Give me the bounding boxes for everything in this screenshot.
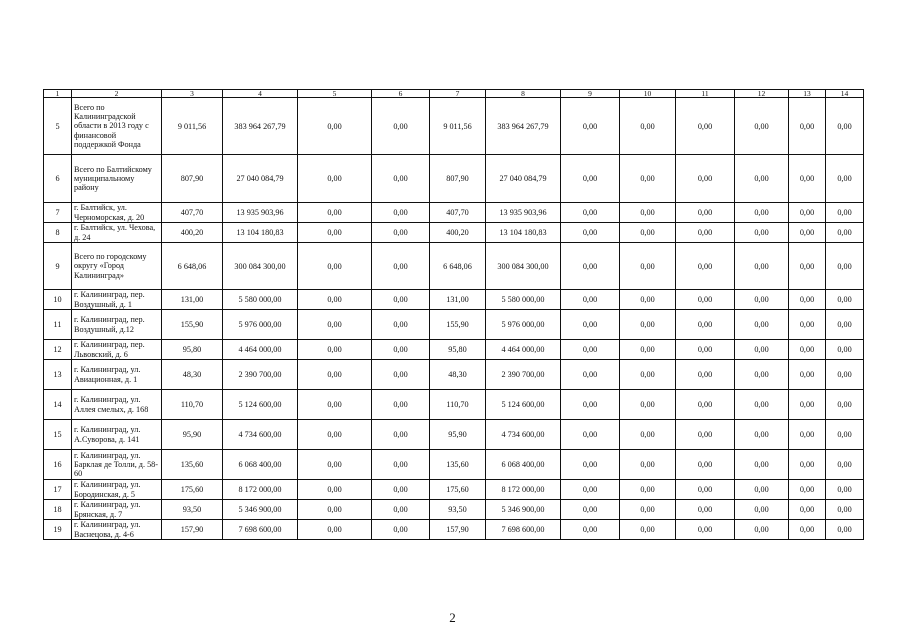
- value-cell: 0,00: [620, 203, 676, 223]
- column-header: 3: [162, 90, 223, 98]
- value-cell: 0,00: [561, 203, 620, 223]
- value-cell: 8 172 000,00: [486, 480, 561, 500]
- table-row: [44, 310, 864, 340]
- object-name-cell: г. Калининград, ул. Васнецова, д. 4-6: [72, 520, 162, 540]
- value-cell: 0,00: [735, 420, 789, 450]
- value-cell: 0,00: [826, 290, 864, 310]
- column-header: 12: [735, 90, 789, 98]
- value-cell: 5 976 000,00: [486, 310, 561, 340]
- value-cell: 5 580 000,00: [486, 290, 561, 310]
- object-name-cell: г. Калининград, ул. Аллея смелых, д. 168: [72, 390, 162, 420]
- value-cell: 135,60: [430, 450, 486, 480]
- column-header: 7: [430, 90, 486, 98]
- value-cell: 0,00: [620, 223, 676, 243]
- value-cell: 7 698 600,00: [486, 520, 561, 540]
- value-cell: 0,00: [676, 390, 735, 420]
- column-header: 8: [486, 90, 561, 98]
- row-number-cell: 8: [44, 223, 72, 243]
- value-cell: 0,00: [298, 155, 372, 203]
- value-cell: 0,00: [826, 203, 864, 223]
- value-cell: 0,00: [372, 340, 430, 360]
- object-name-cell: г. Калининград, ул. Барклая де Толли, д. 58-60: [72, 450, 162, 480]
- value-cell: 0,00: [561, 390, 620, 420]
- value-cell: 95,90: [430, 420, 486, 450]
- value-cell: 0,00: [789, 480, 826, 500]
- value-cell: 175,60: [430, 480, 486, 500]
- object-name-cell: Всего по Калининградской области в 2013 году с финансовой поддержкой Фонда: [72, 98, 162, 155]
- value-cell: 0,00: [372, 223, 430, 243]
- value-cell: 0,00: [789, 290, 826, 310]
- value-cell: 13 935 903,96: [223, 203, 298, 223]
- table-row: [44, 155, 864, 203]
- value-cell: 0,00: [826, 155, 864, 203]
- object-name-cell: г. Калининград, пер. Львовский, д. 6: [72, 340, 162, 360]
- value-cell: 0,00: [620, 290, 676, 310]
- value-cell: 0,00: [298, 243, 372, 290]
- value-cell: 0,00: [298, 223, 372, 243]
- value-cell: 0,00: [676, 500, 735, 520]
- value-cell: 0,00: [676, 203, 735, 223]
- value-cell: 0,00: [676, 480, 735, 500]
- object-name-cell: Всего по городскому округу «Город Калининград»: [72, 243, 162, 290]
- value-cell: 0,00: [826, 243, 864, 290]
- value-cell: 0,00: [620, 155, 676, 203]
- value-cell: 383 964 267,79: [223, 98, 298, 155]
- value-cell: 131,00: [430, 290, 486, 310]
- object-name-cell: г. Калининград, ул. Бородинская, д. 5: [72, 480, 162, 500]
- value-cell: 0,00: [372, 450, 430, 480]
- row-number-cell: 18: [44, 500, 72, 520]
- value-cell: 0,00: [620, 450, 676, 480]
- value-cell: 0,00: [735, 290, 789, 310]
- value-cell: 400,20: [430, 223, 486, 243]
- value-cell: 0,00: [561, 290, 620, 310]
- value-cell: 0,00: [789, 360, 826, 390]
- value-cell: 0,00: [789, 520, 826, 540]
- value-cell: 0,00: [789, 310, 826, 340]
- row-number-cell: 12: [44, 340, 72, 360]
- value-cell: 0,00: [372, 420, 430, 450]
- value-cell: 0,00: [789, 420, 826, 450]
- value-cell: 13 935 903,96: [486, 203, 561, 223]
- value-cell: 0,00: [561, 520, 620, 540]
- value-cell: 0,00: [735, 98, 789, 155]
- value-cell: 0,00: [826, 420, 864, 450]
- value-cell: 0,00: [372, 310, 430, 340]
- value-cell: 807,90: [162, 155, 223, 203]
- table-row: [44, 390, 864, 420]
- object-name-cell: г. Калининград, пер. Воздушный, д. 1: [72, 290, 162, 310]
- value-cell: 0,00: [735, 203, 789, 223]
- row-number-cell: 17: [44, 480, 72, 500]
- value-cell: 0,00: [561, 360, 620, 390]
- column-header: 14: [826, 90, 864, 98]
- value-cell: 0,00: [298, 290, 372, 310]
- value-cell: 407,70: [162, 203, 223, 223]
- value-cell: 0,00: [298, 420, 372, 450]
- value-cell: 27 040 084,79: [486, 155, 561, 203]
- table-row: [44, 223, 864, 243]
- value-cell: 131,00: [162, 290, 223, 310]
- value-cell: 0,00: [372, 155, 430, 203]
- value-cell: 0,00: [298, 203, 372, 223]
- column-header: 1: [44, 90, 72, 98]
- row-number-cell: 19: [44, 520, 72, 540]
- value-cell: 0,00: [372, 290, 430, 310]
- value-cell: 0,00: [620, 390, 676, 420]
- value-cell: 0,00: [620, 340, 676, 360]
- value-cell: 0,00: [826, 450, 864, 480]
- value-cell: 0,00: [826, 520, 864, 540]
- value-cell: 0,00: [561, 243, 620, 290]
- value-cell: 0,00: [789, 450, 826, 480]
- object-name-cell: г. Калининград, ул. Авиационная, д. 1: [72, 360, 162, 390]
- value-cell: 0,00: [620, 500, 676, 520]
- object-name-cell: Всего по Балтийскому муниципальному району: [72, 155, 162, 203]
- value-cell: 0,00: [735, 155, 789, 203]
- value-cell: 0,00: [789, 243, 826, 290]
- value-cell: 0,00: [561, 155, 620, 203]
- value-cell: 0,00: [620, 480, 676, 500]
- value-cell: 13 104 180,83: [223, 223, 298, 243]
- table-row: [44, 420, 864, 450]
- row-number-cell: 14: [44, 390, 72, 420]
- object-name-cell: г. Балтийск, ул. Черноморская, д. 20: [72, 203, 162, 223]
- value-cell: 0,00: [372, 390, 430, 420]
- value-cell: 0,00: [298, 450, 372, 480]
- column-header: 10: [620, 90, 676, 98]
- table-row: [44, 480, 864, 500]
- value-cell: 110,70: [162, 390, 223, 420]
- value-cell: 8 172 000,00: [223, 480, 298, 500]
- value-cell: 0,00: [561, 98, 620, 155]
- value-cell: 95,80: [162, 340, 223, 360]
- value-cell: 93,50: [430, 500, 486, 520]
- value-cell: 0,00: [676, 310, 735, 340]
- row-number-cell: 7: [44, 203, 72, 223]
- value-cell: 400,20: [162, 223, 223, 243]
- value-cell: 0,00: [561, 223, 620, 243]
- value-cell: 110,70: [430, 390, 486, 420]
- value-cell: 6 068 400,00: [223, 450, 298, 480]
- table-body: [44, 90, 864, 540]
- value-cell: 95,90: [162, 420, 223, 450]
- value-cell: 0,00: [298, 520, 372, 540]
- value-cell: 5 580 000,00: [223, 290, 298, 310]
- table-row: [44, 243, 864, 290]
- value-cell: 407,70: [430, 203, 486, 223]
- value-cell: 155,90: [430, 310, 486, 340]
- table-row: [44, 290, 864, 310]
- value-cell: 2 390 700,00: [486, 360, 561, 390]
- value-cell: 4 464 000,00: [223, 340, 298, 360]
- value-cell: 0,00: [372, 520, 430, 540]
- value-cell: 300 084 300,00: [486, 243, 561, 290]
- column-header: 9: [561, 90, 620, 98]
- value-cell: 5 976 000,00: [223, 310, 298, 340]
- value-cell: 6 648,06: [430, 243, 486, 290]
- value-cell: 0,00: [826, 310, 864, 340]
- value-cell: 6 648,06: [162, 243, 223, 290]
- value-cell: 175,60: [162, 480, 223, 500]
- value-cell: 0,00: [735, 390, 789, 420]
- value-cell: 157,90: [430, 520, 486, 540]
- value-cell: 2 390 700,00: [223, 360, 298, 390]
- value-cell: 95,80: [430, 340, 486, 360]
- table-row: [44, 360, 864, 390]
- value-cell: 0,00: [561, 450, 620, 480]
- value-cell: 0,00: [676, 155, 735, 203]
- row-number-cell: 16: [44, 450, 72, 480]
- value-cell: 0,00: [735, 500, 789, 520]
- value-cell: 0,00: [735, 360, 789, 390]
- value-cell: 0,00: [826, 360, 864, 390]
- value-cell: 4 734 600,00: [223, 420, 298, 450]
- value-cell: 0,00: [789, 155, 826, 203]
- value-cell: 0,00: [620, 520, 676, 540]
- value-cell: 300 084 300,00: [223, 243, 298, 290]
- value-cell: 0,00: [789, 223, 826, 243]
- value-cell: 5 124 600,00: [223, 390, 298, 420]
- value-cell: 0,00: [676, 223, 735, 243]
- value-cell: 5 346 900,00: [486, 500, 561, 520]
- value-cell: 5 124 600,00: [486, 390, 561, 420]
- value-cell: 0,00: [372, 480, 430, 500]
- value-cell: 0,00: [372, 500, 430, 520]
- value-cell: 0,00: [789, 98, 826, 155]
- value-cell: 0,00: [298, 360, 372, 390]
- object-name-cell: г. Балтийск, ул. Чехова, д. 24: [72, 223, 162, 243]
- value-cell: 0,00: [735, 310, 789, 340]
- object-name-cell: г. Калининград, ул. Брянская, д. 7: [72, 500, 162, 520]
- value-cell: 0,00: [372, 203, 430, 223]
- value-cell: 93,50: [162, 500, 223, 520]
- table-row: [44, 340, 864, 360]
- value-cell: 0,00: [620, 420, 676, 450]
- value-cell: 0,00: [826, 390, 864, 420]
- value-cell: 0,00: [735, 243, 789, 290]
- value-cell: 9 011,56: [162, 98, 223, 155]
- value-cell: 0,00: [620, 243, 676, 290]
- value-cell: 0,00: [298, 310, 372, 340]
- value-cell: 0,00: [735, 520, 789, 540]
- value-cell: 7 698 600,00: [223, 520, 298, 540]
- column-header: 5: [298, 90, 372, 98]
- value-cell: 0,00: [372, 360, 430, 390]
- value-cell: 0,00: [826, 340, 864, 360]
- value-cell: 0,00: [561, 500, 620, 520]
- value-cell: 0,00: [789, 390, 826, 420]
- value-cell: 13 104 180,83: [486, 223, 561, 243]
- value-cell: 0,00: [789, 500, 826, 520]
- value-cell: 0,00: [789, 340, 826, 360]
- value-cell: 0,00: [735, 480, 789, 500]
- value-cell: 0,00: [676, 98, 735, 155]
- row-number-cell: 15: [44, 420, 72, 450]
- value-cell: 0,00: [298, 390, 372, 420]
- value-cell: 0,00: [298, 480, 372, 500]
- row-number-cell: 6: [44, 155, 72, 203]
- value-cell: 0,00: [826, 98, 864, 155]
- value-cell: 0,00: [620, 310, 676, 340]
- value-cell: 9 011,56: [430, 98, 486, 155]
- object-name-cell: г. Калининград, пер. Воздушный, д.12: [72, 310, 162, 340]
- value-cell: 155,90: [162, 310, 223, 340]
- value-cell: 0,00: [561, 340, 620, 360]
- column-header: 2: [72, 90, 162, 98]
- table-row: [44, 98, 864, 155]
- value-cell: 0,00: [298, 98, 372, 155]
- value-cell: 0,00: [561, 310, 620, 340]
- value-cell: 0,00: [372, 243, 430, 290]
- value-cell: 0,00: [735, 340, 789, 360]
- value-cell: 157,90: [162, 520, 223, 540]
- value-cell: 0,00: [676, 450, 735, 480]
- value-cell: 0,00: [826, 500, 864, 520]
- row-number-cell: 9: [44, 243, 72, 290]
- value-cell: 48,30: [430, 360, 486, 390]
- column-header: 4: [223, 90, 298, 98]
- document-table: [43, 89, 864, 540]
- value-cell: 0,00: [298, 500, 372, 520]
- value-cell: 0,00: [676, 340, 735, 360]
- value-cell: 0,00: [735, 223, 789, 243]
- value-cell: 0,00: [826, 223, 864, 243]
- value-cell: 0,00: [620, 98, 676, 155]
- column-header: 13: [789, 90, 826, 98]
- value-cell: 4 734 600,00: [486, 420, 561, 450]
- value-cell: 0,00: [789, 203, 826, 223]
- row-number-cell: 11: [44, 310, 72, 340]
- value-cell: 5 346 900,00: [223, 500, 298, 520]
- row-number-cell: 5: [44, 98, 72, 155]
- value-cell: 0,00: [676, 520, 735, 540]
- value-cell: 0,00: [561, 420, 620, 450]
- column-header-row: [44, 90, 864, 98]
- row-number-cell: 10: [44, 290, 72, 310]
- value-cell: 0,00: [676, 360, 735, 390]
- value-cell: 0,00: [676, 290, 735, 310]
- column-header: 6: [372, 90, 430, 98]
- value-cell: 0,00: [735, 450, 789, 480]
- value-cell: 27 040 084,79: [223, 155, 298, 203]
- table-row: [44, 500, 864, 520]
- value-cell: 0,00: [826, 480, 864, 500]
- value-cell: 0,00: [676, 243, 735, 290]
- value-cell: 0,00: [372, 98, 430, 155]
- value-cell: 0,00: [676, 420, 735, 450]
- page-number: 2: [449, 610, 456, 625]
- value-cell: 383 964 267,79: [486, 98, 561, 155]
- value-cell: 48,30: [162, 360, 223, 390]
- value-cell: 135,60: [162, 450, 223, 480]
- value-cell: 0,00: [620, 360, 676, 390]
- table-row: [44, 520, 864, 540]
- value-cell: 807,90: [430, 155, 486, 203]
- value-cell: 0,00: [561, 480, 620, 500]
- row-number-cell: 13: [44, 360, 72, 390]
- table-row: [44, 203, 864, 223]
- value-cell: 4 464 000,00: [486, 340, 561, 360]
- value-cell: 6 068 400,00: [486, 450, 561, 480]
- value-cell: 0,00: [298, 340, 372, 360]
- object-name-cell: г. Калининград, ул. А.Суворова, д. 141: [72, 420, 162, 450]
- table-row: [44, 450, 864, 480]
- column-header: 11: [676, 90, 735, 98]
